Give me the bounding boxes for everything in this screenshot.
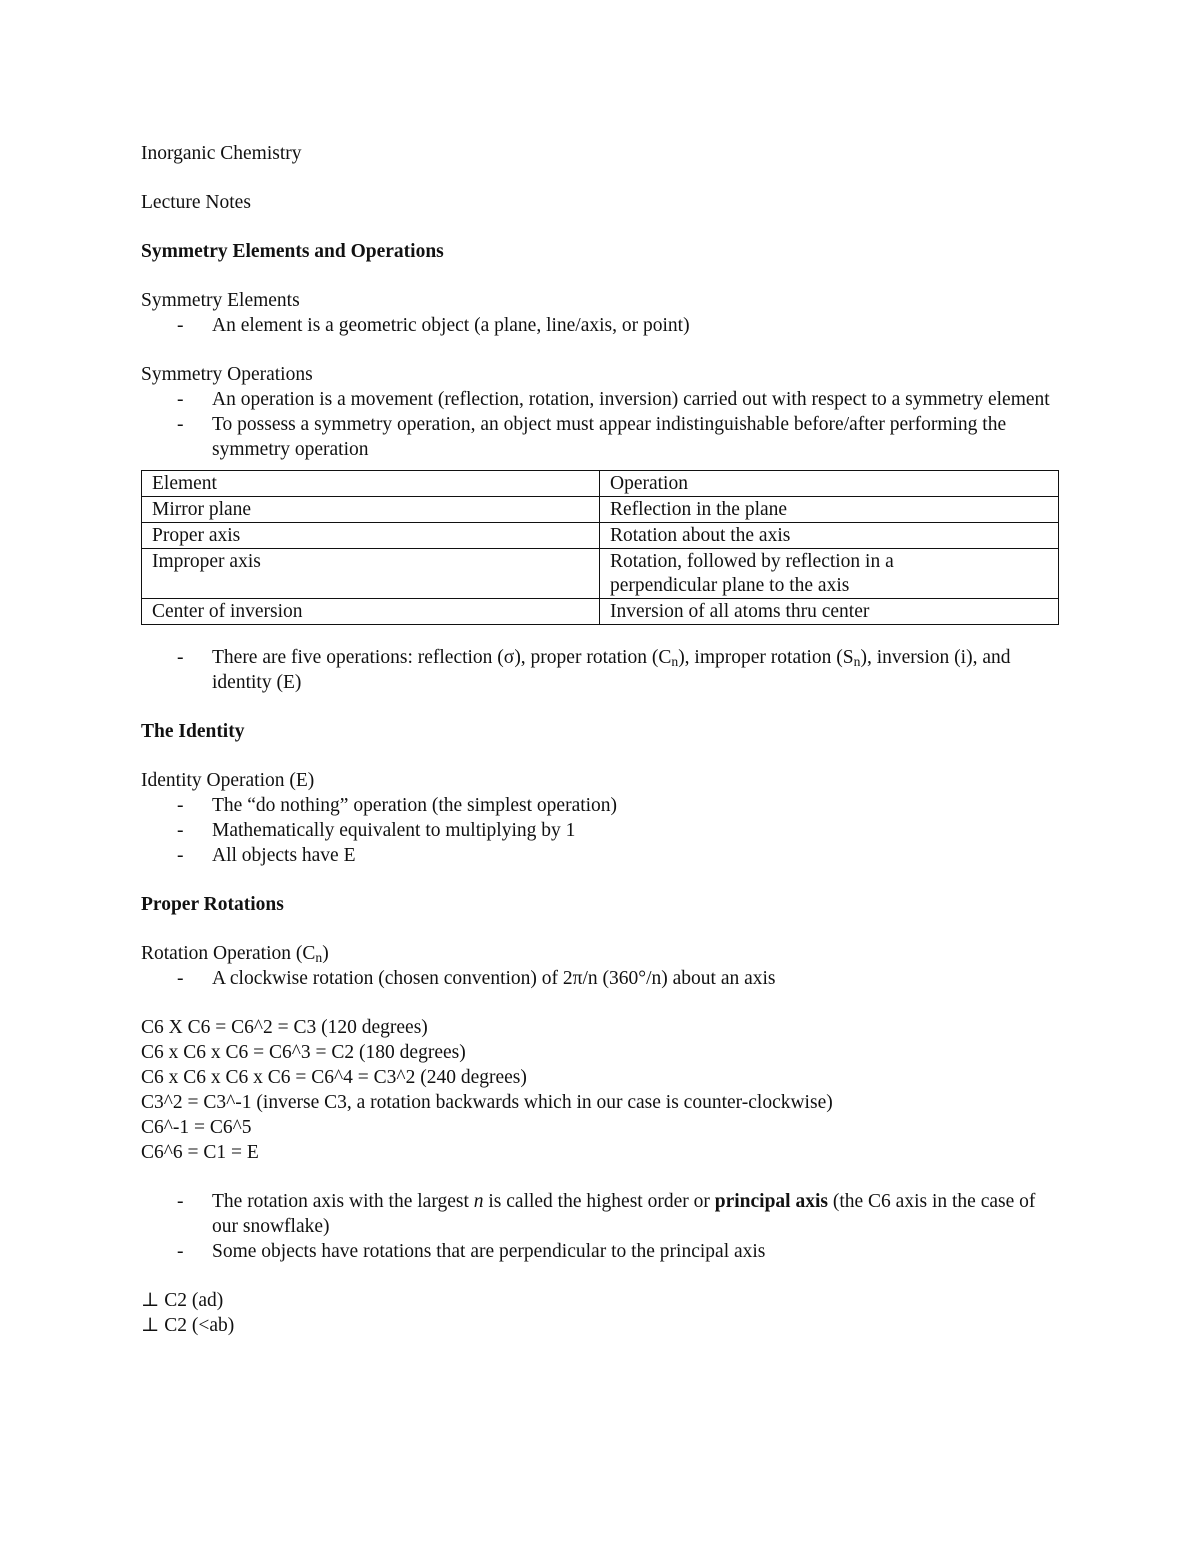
course-title: Inorganic Chemistry bbox=[141, 143, 302, 164]
table-cell: Proper axis bbox=[142, 523, 600, 549]
equation-line: C6 X C6 = C6^2 = C3 (120 degrees) bbox=[141, 1017, 428, 1038]
list-item bbox=[141, 1189, 1061, 1239]
principal-axis-list bbox=[141, 1189, 1061, 1264]
table-cell: Inversion of all atoms thru center bbox=[600, 599, 1059, 625]
table-cell: Rotation, followed by reflection in a perpendicular plane to the axis bbox=[600, 549, 1059, 599]
table-header-row bbox=[142, 471, 1059, 497]
principal-axis-text: The rotation axis with the largest n is called the highest order or principal axis (the C6 axis in the case of our snowflake) bbox=[212, 1191, 1036, 1237]
dash-bullet-icon: - bbox=[177, 968, 184, 989]
equation-line: C3^2 = C3^-1 (inverse C3, a rotation backwards which in our case is counter-clockwise) bbox=[141, 1092, 833, 1113]
symmetry-operations-title: Symmetry Operations bbox=[141, 364, 313, 385]
table-header-cell: Element bbox=[142, 471, 600, 497]
table-header-cell: Operation bbox=[600, 471, 1059, 497]
equation-line: C6^6 = C1 = E bbox=[141, 1142, 259, 1163]
dash-bullet-icon: - bbox=[177, 845, 184, 866]
section-heading-proper-rotations: Proper Rotations bbox=[141, 894, 284, 915]
list-item: - An element is a geometric object (a plane, line/axis, or point) bbox=[177, 315, 690, 336]
list-item: - Some objects have rotations that are perpendicular to the principal axis bbox=[177, 1241, 766, 1262]
dash-bullet-icon: - bbox=[177, 647, 184, 668]
dash-bullet-icon: - bbox=[177, 414, 184, 435]
list-item: - Mathematically equivalent to multiplying by 1 bbox=[177, 820, 576, 841]
table-row bbox=[142, 599, 1059, 625]
rotation-operation-title: Rotation Operation $(C_n)$ bbox=[141, 943, 329, 965]
equation-line: C6 x C6 x C6 = C6^3 = C2 (180 degrees) bbox=[141, 1042, 466, 1063]
rotation-list bbox=[141, 966, 1061, 991]
dash-bullet-icon: - bbox=[177, 389, 184, 410]
document-page bbox=[141, 141, 1061, 1338]
dash-bullet-icon: - bbox=[177, 795, 184, 816]
identity-operation-title: Identity Operation (E) bbox=[141, 770, 315, 791]
perpendicular-axis-line: ⊥ C2 (<ab) bbox=[141, 1315, 235, 1336]
dash-bullet-icon: - bbox=[177, 315, 184, 336]
symmetry-elements-title: Symmetry Elements bbox=[141, 290, 300, 311]
table-cell: Center of inversion bbox=[142, 599, 600, 625]
list-item: - The “do nothing” operation (the simplest operation) bbox=[177, 795, 618, 816]
symmetry-operations-list bbox=[141, 387, 1061, 462]
lecture-subtitle: Lecture Notes bbox=[141, 192, 251, 213]
element-operation-table bbox=[141, 470, 1059, 625]
five-operations-text: There are five operations: reflection (σ), proper rotation $(C_n)$, improper rotation $(S_n)$, inversion (i), and identity (E) bbox=[212, 647, 1011, 693]
list-item: - A clockwise rotation (chosen convention) of 2π/n (360°/n) about an axis bbox=[177, 968, 776, 989]
table-cell: Mirror plane bbox=[142, 497, 600, 523]
table-cell: Improper axis bbox=[142, 549, 600, 599]
table-cell: Reflection in the plane bbox=[600, 497, 1059, 523]
table-cell: Rotation about the axis bbox=[600, 523, 1059, 549]
table-row bbox=[142, 497, 1059, 523]
section-heading-identity: The Identity bbox=[141, 721, 245, 742]
equation-line: C6^-1 = C6^5 bbox=[141, 1117, 252, 1138]
perpendicular-axis-line: ⊥ C2 (ad) bbox=[141, 1290, 224, 1311]
dash-bullet-icon: - bbox=[177, 1191, 184, 1212]
identity-list bbox=[141, 793, 1061, 868]
list-item: - All objects have E bbox=[177, 845, 356, 866]
table-row bbox=[142, 549, 1059, 599]
dash-bullet-icon: - bbox=[177, 820, 184, 841]
list-item: - An operation is a movement (reflection, rotation, inversion) carried out with respect to a symmetry element bbox=[177, 389, 1050, 410]
equation-line: C6 x C6 x C6 x C6 = C6^4 = C3^2 (240 degrees) bbox=[141, 1067, 527, 1088]
five-operations-list bbox=[141, 645, 1061, 695]
symmetry-elements-list bbox=[141, 313, 1061, 338]
list-item bbox=[141, 645, 1061, 695]
dash-bullet-icon: - bbox=[177, 1241, 184, 1262]
table-row bbox=[142, 523, 1059, 549]
list-item: - To possess a symmetry operation, an object must appear indistinguishable before/after performing the symmetry operation bbox=[177, 414, 1007, 460]
section-heading-symmetry: Symmetry Elements and Operations bbox=[141, 241, 444, 262]
